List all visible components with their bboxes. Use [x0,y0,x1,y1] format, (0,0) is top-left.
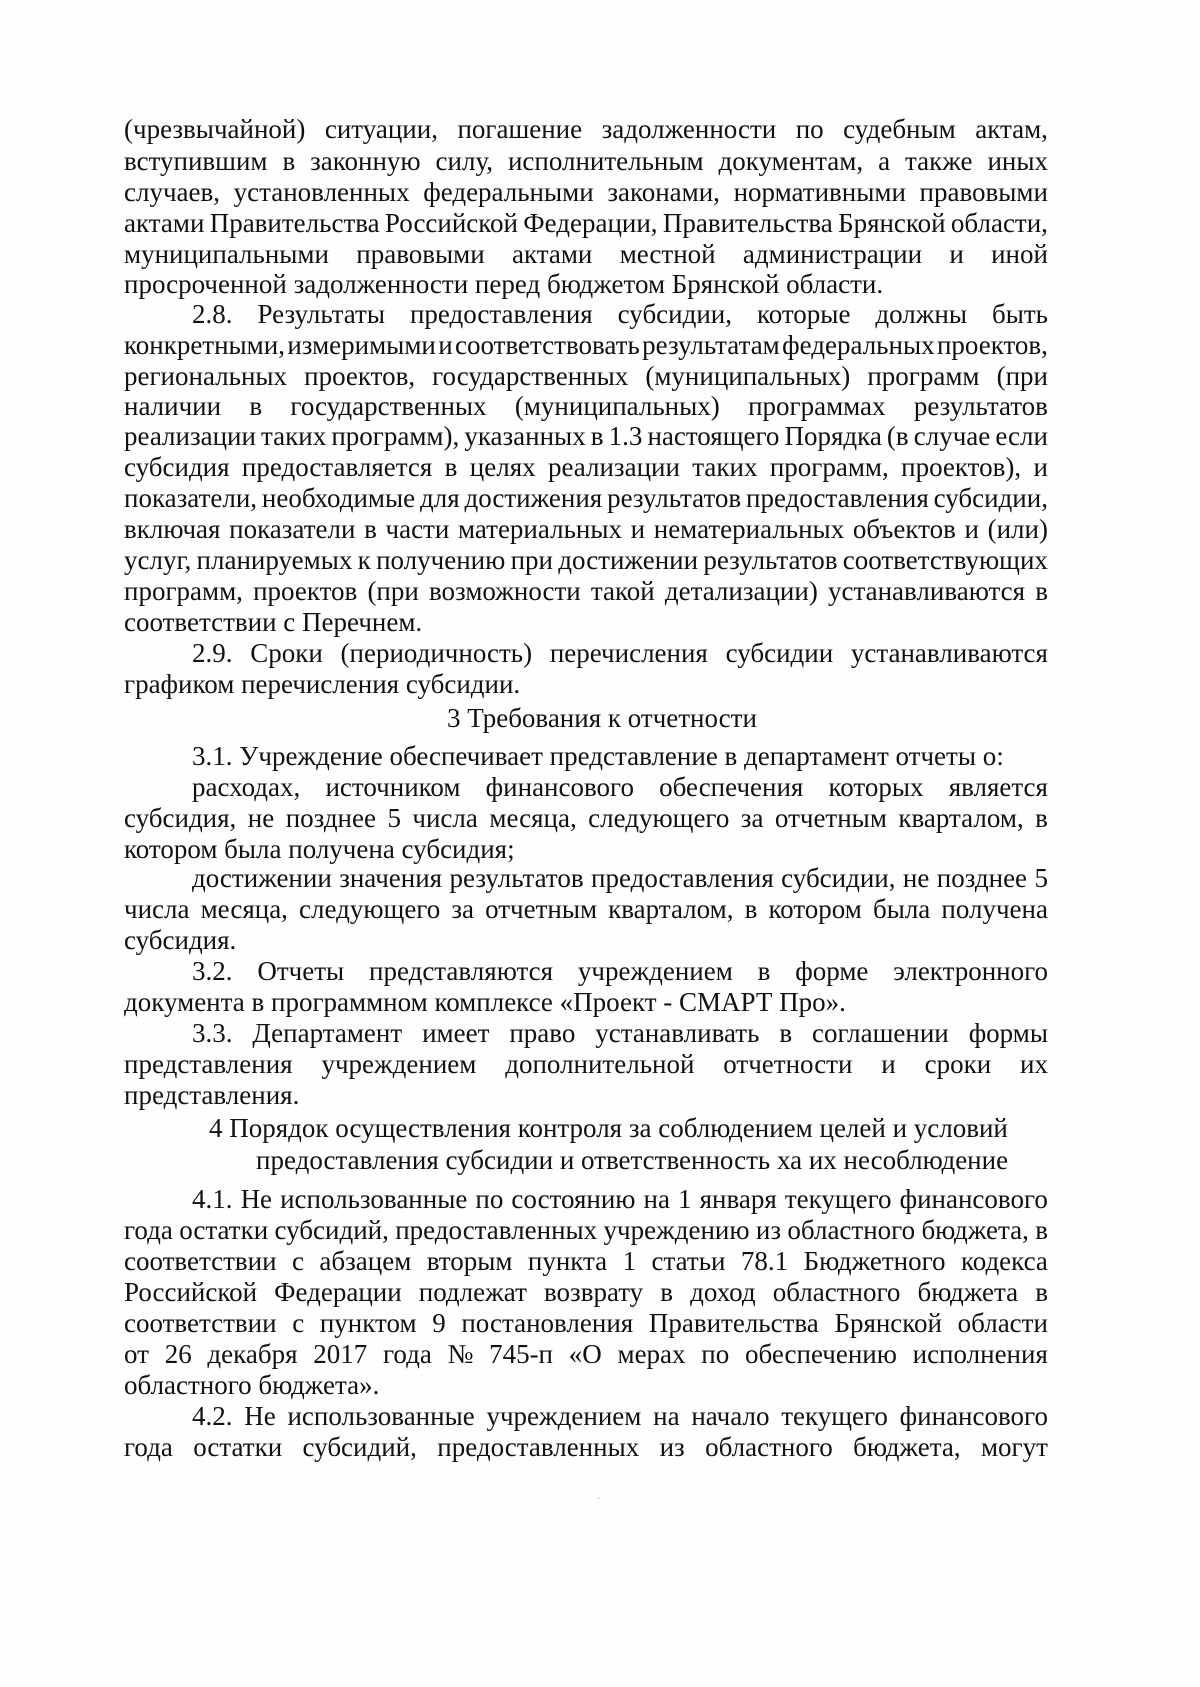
text-line: 3.3. Департамент имеет право устанавливать в соглашении формы [192,1018,1048,1048]
text-line: графиком перечисления субсидии. [124,669,521,699]
text-line: расходах, источником финансового обеспечения которых является [192,772,1048,802]
text-line: случаев, установленных федеральными законами, нормативными правовыми [124,177,1048,207]
text-line: соответствии с абзацем вторым пункта 1 статьи 78.1 Бюджетного кодекса [124,1246,1048,1276]
text-line: соответствии с Перечнем. [124,607,423,637]
text-line: котором была получена субсидия; [124,834,515,864]
text-line: показатели, необходимые для достижения результатов предоставления субсидии, [124,483,1048,513]
text-line: 2.9. Сроки (периодичность) перечисления субсидии устанавливаются [192,638,1048,668]
text-line: достижении значения результатов предоставления субсидии, не позднее 5 [192,863,1048,893]
text-line: документа в программном комплексе «Проект - СМАРТ Про». [124,987,846,1017]
text-line: включая показатели в части материальных и нематериальных объектов и (или) [124,514,1048,544]
text-line: 4.2. Не использованные учреждением на начало текущего финансового [192,1401,1048,1431]
text-line: вступившим в законную силу, исполнительным документам, а также иных [124,146,1048,176]
text-line: программ, проектов (при возможности такой детализации) устанавливаются в [124,576,1048,606]
text-line: 2.8. Результаты предоставления субсидии, которые должны быть [192,299,1048,329]
text-line: 4.1. Не использованные по состоянию на 1 января текущего финансового [192,1184,1048,1214]
text-line: 3.2. Отчеты представляются учреждением в форме электронного [192,956,1048,986]
scan-artifact [598,1497,600,1499]
text-line: 3.1. Учреждение обеспечивает представление в департамент отчеты о: [192,741,1004,771]
text-line: (чрезвычайной) ситуации, погашение задолженности по судебным актам, [124,114,1048,144]
text-line: числа месяца, следующего за отчетным кварталом, в котором была получена [124,894,1048,924]
text-line: от 26 декабря 2017 года № 745-п «О мерах по обеспечению исполнения [124,1339,1048,1369]
text-line: услуг, планируемых к получению при достижении результатов соответствующих [124,545,1048,575]
text-line: реализации таких программ), указанных в 1.3 настоящего Порядка (в случае если [124,421,1048,451]
text-line: представления. [124,1080,300,1110]
text-line: региональных проектов, государственных (муниципальных) программ (при [124,361,1048,391]
text-line: предоставления субсидии и ответственность ха их несоблюдение [256,1145,1009,1175]
text-line: актами Правительства Российской Федерации, Правительства Брянской области, [124,208,1048,238]
text-line: конкретными, измеримыми и соответствовать результатам федеральных проектов, [124,330,1048,360]
text-line: 3 Требования к отчетности [447,703,757,733]
text-line: субсидия, не позднее 5 числа месяца, следующего за отчетным кварталом, в [124,803,1048,833]
text-line: областного бюджета». [124,1370,380,1400]
text-line: наличии в государственных (муниципальных) программах результатов [124,391,1048,421]
text-line: года остатки субсидий, предоставленных из областного бюджета, могут [124,1432,1048,1462]
text-line: субсидия. [124,925,237,955]
text-line: соответствии с пунктом 9 постановления Правительства Брянской области [124,1308,1048,1338]
text-line: муниципальными правовыми актами местной администрации и иной [124,239,1048,269]
text-line: 4 Порядок осуществления контроля за соблюдением целей и условий [209,1113,1008,1143]
text-line: представления учреждением дополнительной отчетности и сроки их [124,1049,1048,1079]
text-line: субсидия предоставляется в целях реализации таких программ, проектов), и [124,452,1048,482]
text-line: года остатки субсидий, предоставленных учреждению из областного бюджета, в [124,1215,1048,1245]
text-line: просроченной задолженности перед бюджетом Брянской области. [124,269,884,299]
text-line: Российской Федерации подлежат возврату в доход областного бюджета в [124,1277,1048,1307]
